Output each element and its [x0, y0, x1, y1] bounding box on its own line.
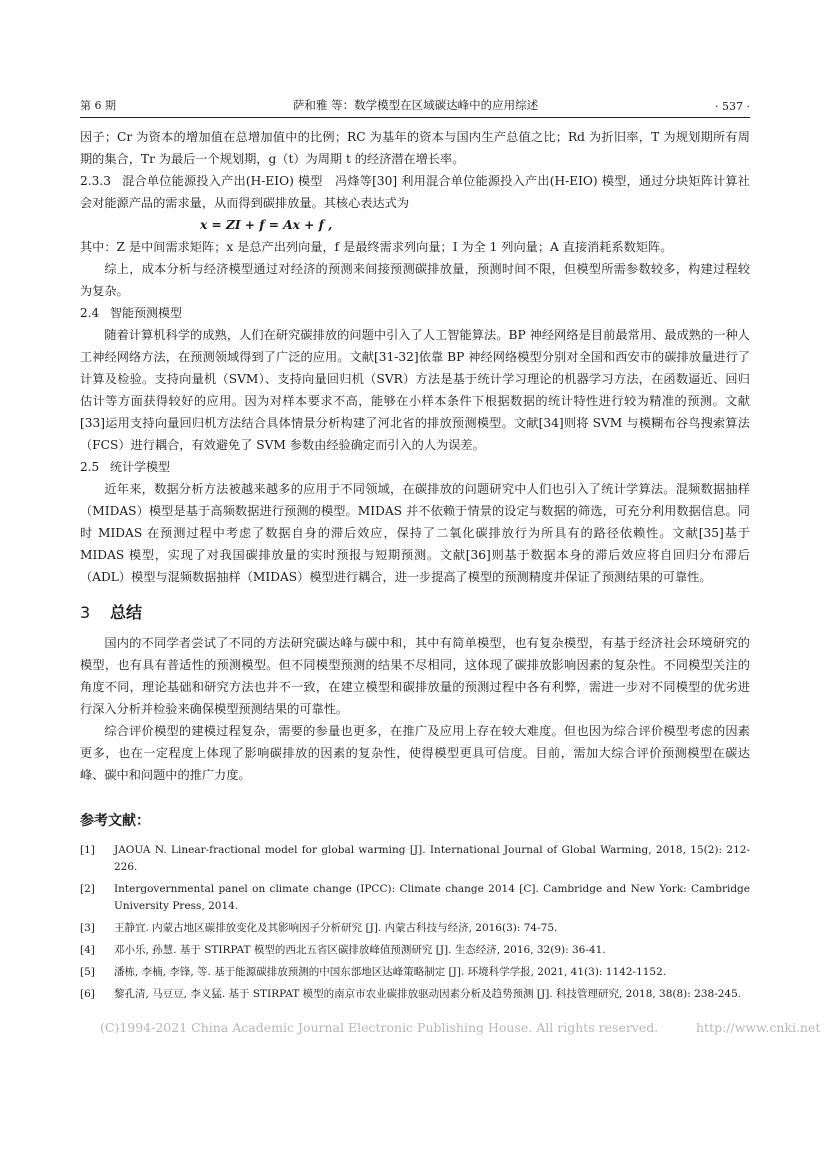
section-2-3-3	[80, 170, 750, 214]
watermark-text: (C)1994-2021 China Academic Journal Electronic Publishing House. All rights reserved.	[100, 1020, 659, 1035]
watermark-site: http://www.cnki.net	[696, 1020, 821, 1035]
reference-item: [6] 黎孔清, 马豆豆, 李义猛. 基于 STIRPAT 模型的南京市农业碳排放驱动因素分析及趋势预测 [J]. 科技管理研究, 2018, 38(8): 238-245.	[80, 988, 742, 1000]
reference-item: [3] 王静宜. 内蒙古地区碳排放变化及其影响因子分析研究 [J]. 内蒙古科技与经济, 2016(3): 74-75.	[80, 922, 558, 934]
paragraph-summary: 综上，成本分析与经济模型通过对经济的预测来间接预测碳排放量，预测时间不限，但模型所需参数较多，构建过程较为复杂。	[80, 262, 750, 298]
section-3-heading	[80, 602, 750, 624]
running-header	[80, 95, 750, 118]
copyright-watermark	[100, 1020, 820, 1035]
section-title: 统计学模型	[110, 460, 171, 474]
formula: x = ZI + f = Ax + f ,	[200, 218, 333, 232]
section-2-5-heading	[80, 456, 750, 478]
section-2-5-text: 近年来，数据分析方法被越来越多的应用于不同领域，在碳排放的问题研究中人们也引入了统计学算法。混频数据抽样（MIDAS）模型是基于高频数据进行预测的模型。MIDAS 并不依赖于情景的设定与数据的筛选，可充分利用数据信息。同时 MIDAS 在预测过程中考虑了数据自身的滞后效应，保持了二氧化碳排放行为所具有的路径依赖性。文献[35]基于 MIDAS 模型，实现了对我国碳排放量的实时预报与短期预测。文献[36]则基于数据本身的滞后效应将自回归分布滞后（ADL）模型与混频数据抽样（MIDAS）模型进行耦合，进一步提高了模型的预测精度并保证了预测结果的可靠性。	[80, 482, 750, 584]
references-heading: 参考文献：	[80, 813, 150, 829]
section-number: 2.4	[80, 306, 100, 320]
section-2-4-text: 随着计算机科学的成熟，人们在研究碳排放的问题中引入了人工智能算法。BP 神经网络是目前最常用、最成熟的一种人工神经网络方法，在预测领域得到了广泛的应用。文献[31-32]依靠 BP 神经网络模型分别对全国和西安市的碳排放量进行了计算及检验。支持向量机（SVM）、支持向量回归机（SVR）方法是基于统计学习理论的机器学习方法，在函数逼近、回归估计等方面获得较好的应用。因为对样本要求不高，能够在小样本条件下根据数据的统计特性进行较为精准的预测。文献[33]运用支持向量回归机方法结合具体情景分析构建了河北省的排放预测模型。文献[34]则将 SVM 与模糊布谷鸟搜索算法（FCS）进行耦合，有效避免了 SVM 参数由经验确定而引入的人为误差。	[80, 328, 750, 452]
reference-item: [1] JAOUA N. Linear-fractional model for global warming [J]. International Journal of Global Warming, 2018, 15(2): 212-226.	[80, 844, 750, 873]
article-body	[80, 126, 750, 1003]
section-title: 总结	[110, 603, 143, 622]
section-number: 2.3.3	[80, 174, 112, 188]
reference-item: [5] 潘栋, 李楠, 李锋, 等. 基于能源碳排放预测的中国东部地区达峰策略制定 [J]. 环境科学学报, 2021, 41(3): 1142-1152.	[80, 966, 667, 978]
section-title: 智能预测模型	[110, 306, 183, 320]
paragraph-where: 其中：Z 是中间需求矩阵；x 是总产出列向量，f 是最终需求列向量；I 为全 1 列向量；A 直接消耗系数矩阵。	[80, 240, 673, 254]
section-number: 3	[80, 603, 91, 622]
page-number: · 537 ·	[715, 100, 750, 113]
reference-item: [2] Intergovernmental panel on climate change (IPCC): Climate change 2014 [C]. Cambridge and New York: Cambridge University Press, 2014.	[80, 883, 750, 912]
journal-page	[80, 95, 750, 1008]
section-text: 混合单位能源投入产出(H-EIO) 模型 冯烽等[30] 利用混合单位能源投入产出(H-EIO) 模型，通过分块矩阵计算社会对能源产品的需求量，从而得到碳排放量。其核心表达式为	[80, 174, 750, 210]
section-3-paragraph-2: 综合评价模型的建模过程复杂，需要的参量也更多，在推广及应用上存在较大难度。但也因为综合评价模型考虑的因素更多，也在一定程度上体现了影响碳排放的因素的复杂性，使得模型更具可信度。目前，需加大综合评价预测模型在碳达峰、碳中和问题中的推广力度。	[80, 724, 750, 782]
section-3-paragraph-1: 国内的不同学者尝试了不同的方法研究碳达峰与碳中和，其中有简单模型，也有复杂模型，有基于经济社会环境研究的模型，也有具有普适性的预测模型。但不同模型预测的结果不尽相同，这体现了碳排放影响因素的复杂性。不同模型关注的角度不同，理论基础和研究方法也并不一致，在建立模型和碳排放量的预测过程中各有利弊，需进一步对不同模型的优劣进行深入分析并检验来确保模型预测结果的可靠性。	[80, 636, 750, 716]
section-2-4-heading	[80, 302, 750, 324]
reference-list	[80, 842, 750, 1003]
reference-item: [4] 邓小乐, 孙慧. 基于 STIRPAT 模型的西北五省区碳排放峰值预测研究 [J]. 生态经济, 2016, 32(9): 36-41.	[80, 944, 606, 956]
paragraph-intro: 因子；Cr 为资本的增加值在总增加值中的比例；RC 为基年的资本与国内生产总值之比；Rd 为折旧率，T 为规划期所有周期的集合，Tr 为最后一个规划期，g（t）为周期 t 的经济潜在增长率。	[80, 130, 750, 166]
section-number: 2.5	[80, 460, 100, 474]
issue-number: 第 6 期	[80, 99, 116, 112]
running-title: 萨和雅 等：数学模型在区域碳达峰中的应用综述	[292, 98, 539, 112]
